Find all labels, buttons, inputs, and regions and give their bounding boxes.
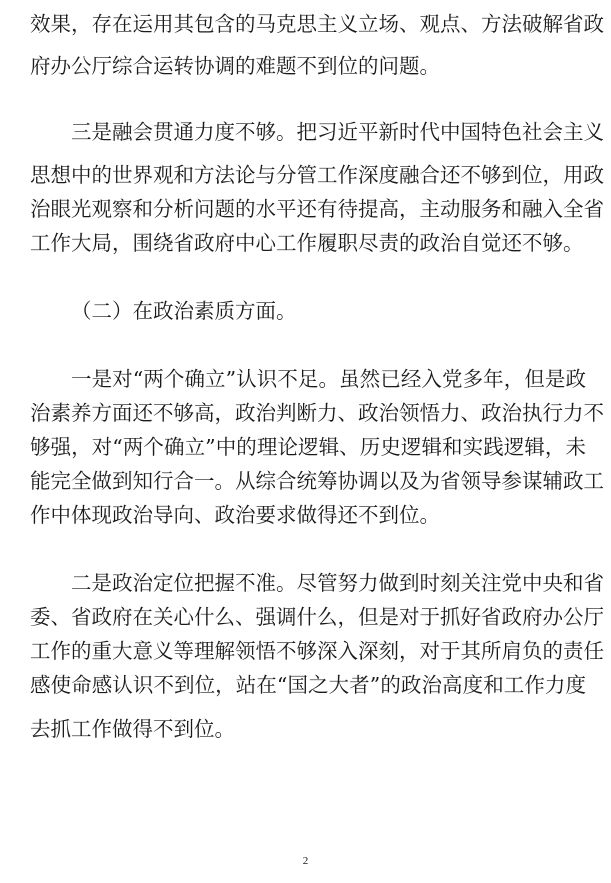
paragraph-line: 工作的重大意义等理解领悟不够深入深刻，对于其所肩负的责任 <box>30 639 604 663</box>
paragraph-line: 一是对“两个确立”认识不足。虽然已经入党多年，但是政 <box>71 367 586 391</box>
paragraph-line: 能完全做到知行合一。从综合统筹协调以及为省领导参谋辅政工 <box>30 469 604 493</box>
paragraph-line: 委、省政府在关心什么、强调什么，但是对于抓好省政府办公厅 <box>30 605 604 629</box>
paragraph-line: 治眼光观察和分析问题的水平还有待提高，主动服务和融入全省 <box>30 197 604 221</box>
paragraph-line: 感使命感认识不到位，站在“国之大者”的政治高度和工作力度 <box>30 673 586 697</box>
paragraph-line: 作中体现政治导向、政治要求做得还不到位。 <box>30 503 440 527</box>
paragraph-line: 去抓工作做得不到位。 <box>30 717 235 741</box>
section-heading: （二）在政治素质方面。 <box>71 299 297 323</box>
paragraph-line: 治素养方面还不够高，政治判断力、政治领悟力、政治执行力不 <box>30 401 604 425</box>
page-number: 2 <box>302 855 309 867</box>
paragraph-line: 思想中的世界观和方法论与分管工作深度融合还不够到位，用政 <box>30 163 604 187</box>
paragraph-line: 二是政治定位把握不准。尽管努力做到时刻关注党中央和省 <box>71 571 604 595</box>
paragraph-line: 府办公厅综合运转协调的难题不到位的问题。 <box>30 54 440 78</box>
paragraph-line: 够强，对“两个确立”中的理论逻辑、历史逻辑和实践逻辑，未 <box>30 435 586 459</box>
paragraph-line: 效果，存在运用其包含的马克思主义立场、观点、方法破解省政 <box>30 12 604 36</box>
paragraph-line: 工作大局，围绕省政府中心工作履职尽责的政治自觉还不够。 <box>30 231 584 255</box>
paragraph-line: 三是融会贯通力度不够。把习近平新时代中国特色社会主义 <box>71 120 604 144</box>
